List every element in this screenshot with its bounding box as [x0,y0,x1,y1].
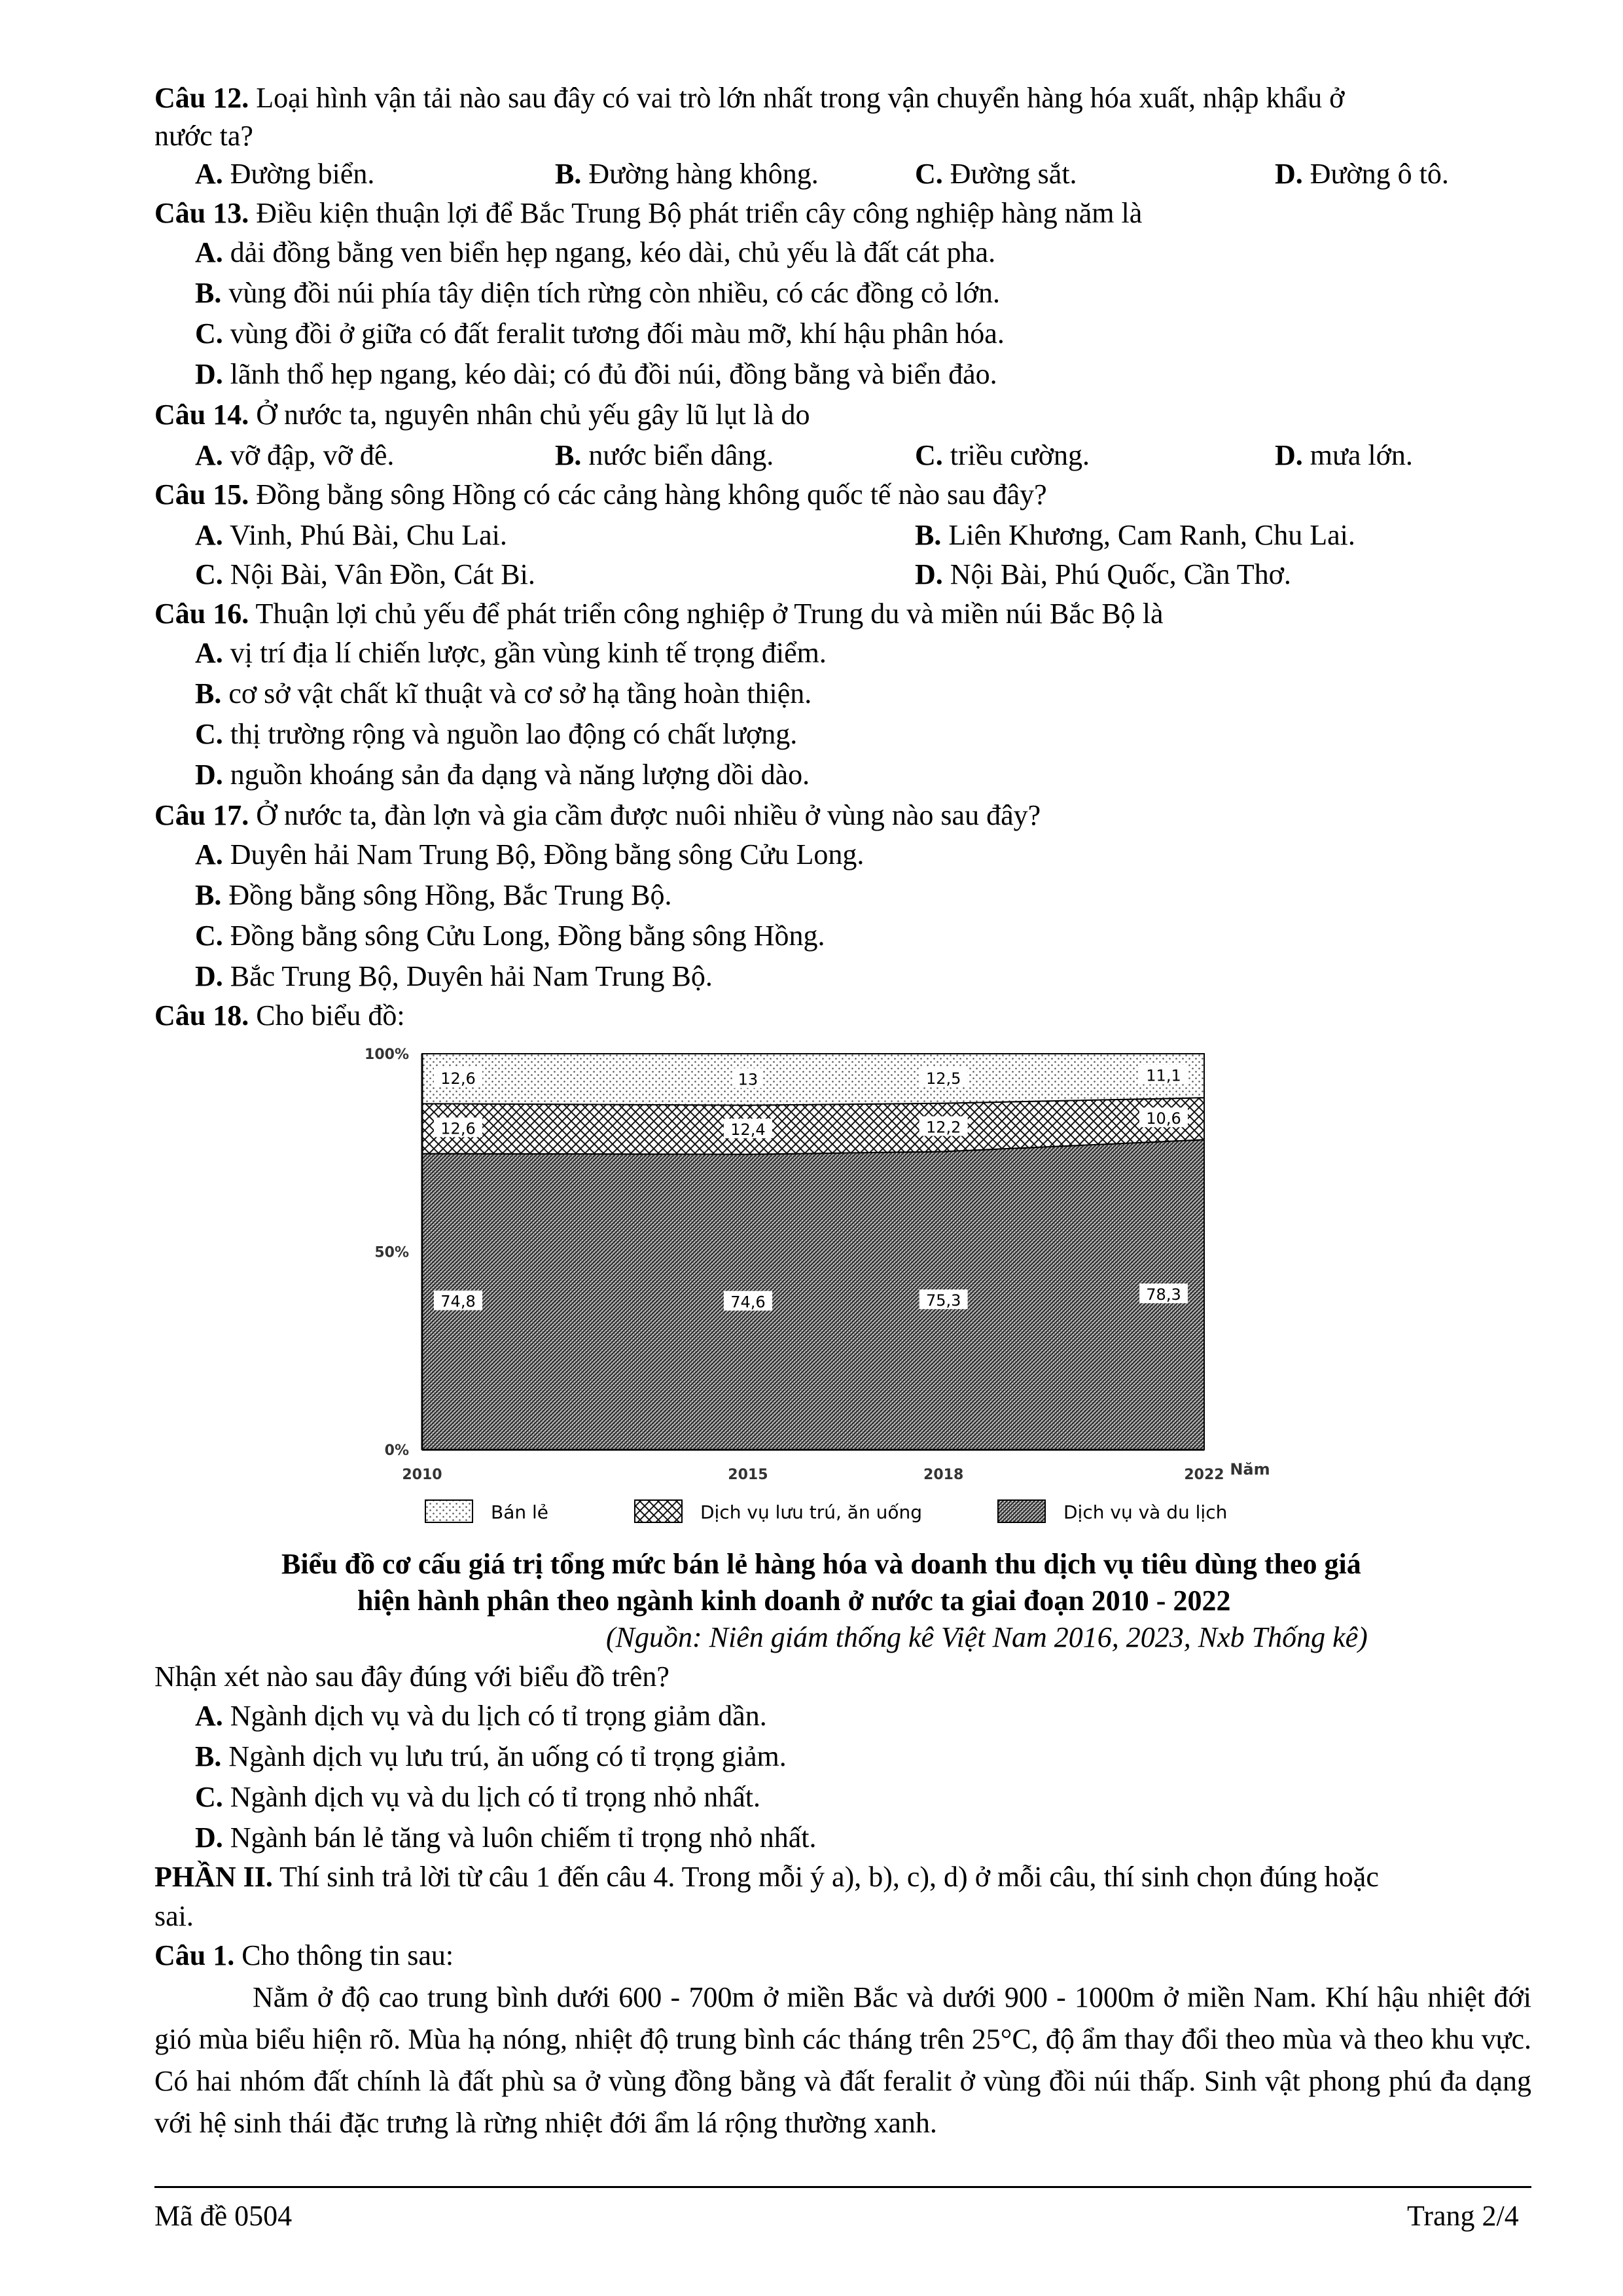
q18-option-b: B. Ngành dịch vụ lưu trú, ăn uống có tỉ trọng giảm. [195,1740,787,1772]
q12-option-b: B. Đường hàng không. [555,158,819,190]
q14-stem: Câu 14. Ở nước ta, nguyên nhân chủ yếu gây lũ lụt là do [154,399,810,431]
q15-option-c: C. Nội Bài, Vân Đồn, Cát Bi. [195,558,535,590]
q17-stem: Câu 17. Ở nước ta, đàn lợn và gia cầm được nuôi nhiều ở vùng nào sau đây? [154,799,1041,831]
legend-label-1: Bán lẻ [491,1501,549,1523]
q17-option-b: B. Đồng bằng sông Hồng, Bắc Trung Bộ. [195,879,672,911]
q15-option-b: B. Liên Khương, Cam Ranh, Chu Lai. [915,519,1355,551]
q17-option-a: A. Duyên hải Nam Trung Bộ, Đồng bằng sông Cửu Long. [195,838,865,870]
q18-option-a: A. Ngành dịch vụ và du lịch có tỉ trọng giảm dần. [195,1700,767,1732]
x-tick-label: 2018 [923,1467,964,1483]
stacked-area-chart [347,1034,1342,1538]
q13-stem: Câu 13. Điều kiện thuận lợi để Bắc Trung Bộ phát triển cây công nghiệp hàng năm là [154,197,1143,229]
q15-option-d: D. Nội Bài, Phú Quốc, Cần Thơ. [915,558,1291,590]
data-label-series3-2018: 12,5 [925,1069,961,1088]
q18-question: Nhận xét nào sau đây đúng với biểu đồ trên? [154,1660,669,1693]
data-label-series1-2010: 74,8 [440,1292,476,1311]
q12-option-d: D. Đường ô tô. [1275,158,1449,190]
legend-swatch-2 [635,1500,682,1522]
q12-label: Câu 12. [154,82,249,114]
q17-option-d: D. Bắc Trung Bộ, Duyên hải Nam Trung Bộ. [195,960,713,992]
data-label-series1-2018: 75,3 [925,1291,961,1310]
q14-option-a: A. vỡ đập, vỡ đê. [195,439,395,471]
data-label-series2-2018: 12,2 [925,1118,961,1137]
data-label-series3-2015: 13 [738,1070,758,1089]
chart-caption-line2: hiện hành phân theo ngành kinh doanh ở nước ta giai đoạn 2010 - 2022 [357,1585,1231,1617]
x-tick-label: 2010 [402,1467,442,1483]
area-layers [422,1054,1204,1450]
q17-option-c: C. Đồng bằng sông Cửu Long, Đồng bằng sông Hồng. [195,920,825,952]
x-axis-title: Năm [1230,1460,1270,1479]
q14-option-b: B. nước biển dâng. [555,439,774,471]
data-label-series1-2022: 78,3 [1146,1285,1181,1304]
q13-option-c: C. vùng đồi ở giữa có đất feralit tương đối màu mỡ, khí hậu phân hóa. [195,317,1005,350]
data-label-series3-2010: 12,6 [440,1069,476,1088]
data-label-series3-2022: 11,1 [1146,1066,1181,1085]
q16-option-b: B. cơ sở vật chất kĩ thuật và cơ sở hạ tầng hoàn thiện. [195,677,812,709]
y-tick-label: 0% [384,1443,409,1459]
q15-option-a: A. Vinh, Phú Bài, Chu Lai. [195,519,507,551]
chart-legend [425,1500,1227,1523]
q13-option-b: B. vùng đồi núi phía tây diện tích rừng còn nhiều, có các đồng cỏ lớn. [195,277,1000,309]
q12-option-a: A. Đường biển. [195,158,375,190]
chart-source: (Nguồn: Niên giám thống kê Việt Nam 2016, 2023, Nxb Thống kê) [606,1621,1368,1653]
x-tick-label: 2022 [1184,1467,1224,1483]
q12-text: Loại hình vận tải nào sau đây có vai trò lớn nhất trong vận chuyển hàng hóa xuất, nhập khẩu ở [249,82,1345,114]
footer-exam-code: Mã đề 0504 [154,2200,293,2232]
q14-option-d: D. mưa lớn. [1275,439,1413,471]
data-label-series2-2022: 10,6 [1146,1109,1181,1128]
q13-option-a: A. dải đồng bằng ven biển hẹp ngang, kéo dài, chủ yếu là đất cát pha. [195,236,996,268]
q14-option-c: C. triều cường. [915,439,1090,471]
q18-option-c: C. Ngành dịch vụ và du lịch có tỉ trọng nhỏ nhất. [195,1781,760,1813]
q16-option-d: D. nguồn khoáng sản đa dạng và năng lượng dồi dào. [195,759,810,791]
q16-option-c: C. thị trường rộng và nguồn lao động có chất lượng. [195,718,798,750]
legend-swatch-1 [425,1500,473,1522]
area-series-1 [422,1139,1204,1450]
part2-q1-stem: Câu 1. Cho thông tin sau: [154,1939,454,1971]
part2-q1-paragraph: Nằm ở độ cao trung bình dưới 600 - 700m ở miền Bắc và dưới 900 - 1000m ở miền Nam. Khí hậu nhiệt đới gió mùa biểu hiện rõ. Mùa hạ nóng, nhiệt độ trung bình các tháng trên 25°C, độ ẩm thay đổi theo mùa và theo khu vực. Có hai nhóm đất chính là đất phù sa ở vùng đồng bằng và đất feralit ở vùng đồi núi thấp. Sinh vật phong phú đa dạng với hệ sinh thái đặc trưng là rừng nhiệt đới ẩm lá rộng thường xanh. [154,1981,1531,2139]
q16-stem: Câu 16. Thuận lợi chủ yếu để phát triển công nghiệp ở Trung du và miền núi Bắc Bộ là [154,598,1164,630]
q13-option-d: D. lãnh thổ hẹp ngang, kéo dài; có đủ đồi núi, đồng bằng và biển đảo. [195,358,997,390]
data-label-series2-2015: 12,4 [730,1121,766,1139]
data-label-series2-2010: 12,6 [440,1119,476,1138]
q16-option-a: A. vị trí địa lí chiến lược, gần vùng kinh tế trọng điểm. [195,637,827,669]
y-tick-label: 100% [365,1047,409,1063]
data-label-series1-2015: 74,6 [730,1293,766,1312]
part2-heading-line1: PHẦN II. Thí sinh trả lời từ câu 1 đến câu 4. Trong mỗi ý a), b), c), d) ở mỗi câu, thí sinh chọn đúng hoặc [154,1861,1379,1893]
q18-stem: Câu 18. Cho biểu đồ: [154,999,405,1031]
q15-stem: Câu 15. Đồng bằng sông Hồng có các cảng hàng không quốc tế nào sau đây? [154,478,1047,511]
q12-option-c: C. Đường sắt. [915,158,1077,190]
footer-page-number: Trang 2/4 [1407,2200,1519,2232]
q12-stem-line1 [154,80,1344,117]
footer-rule [154,2186,1531,2188]
legend-label-2: Dịch vụ lưu trú, ăn uống [700,1501,923,1523]
chart-caption-line1: Biểu đồ cơ cấu giá trị tổng mức bán lẻ hàng hóa và doanh thu dịch vụ tiêu dùng theo giá [281,1548,1361,1580]
legend-swatch-3 [998,1500,1045,1522]
x-tick-label: 2015 [728,1467,768,1483]
legend-label-3: Dịch vụ và du lịch [1063,1501,1228,1523]
area-series-3 [422,1054,1204,1105]
q18-option-d: D. Ngành bán lẻ tăng và luôn chiếm tỉ trọng nhỏ nhất. [195,1821,817,1854]
part2-heading-line2: sai. [154,1900,194,1932]
q12-stem-line2: nước ta? [154,120,253,152]
y-tick-label: 50% [374,1244,409,1261]
